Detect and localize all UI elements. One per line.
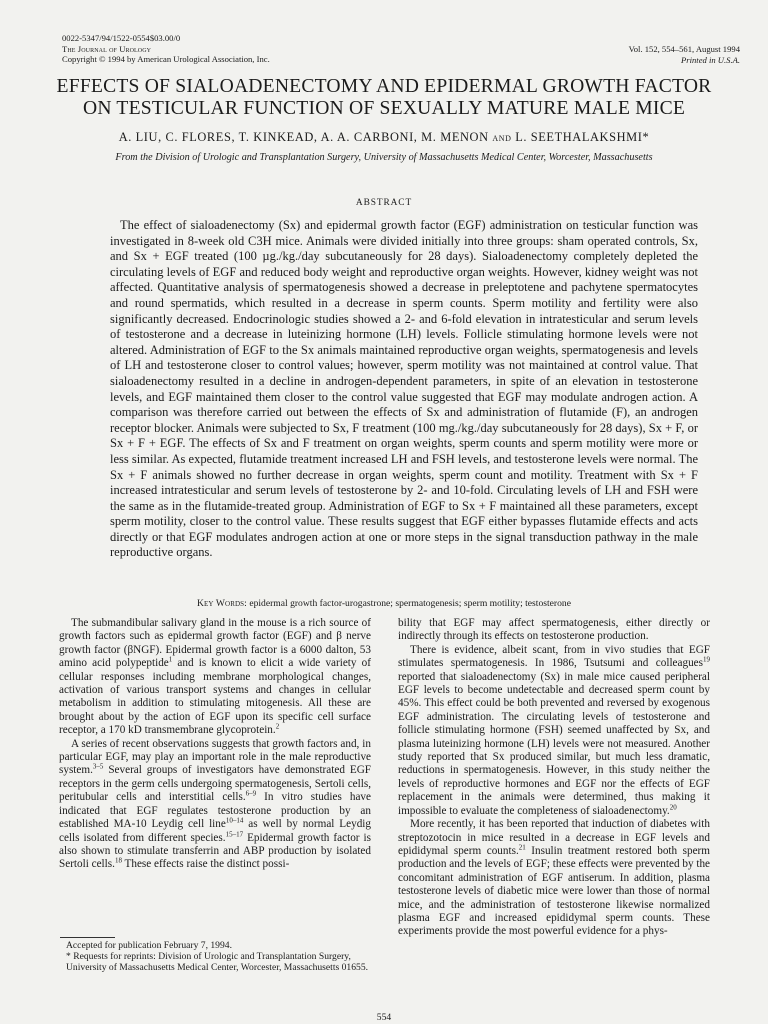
body-paragraph	[398, 617, 710, 644]
author-names: A. LIU, C. FLORES, T. KINKEAD, A. A. CARBONI, M. MENON	[118, 130, 489, 144]
keywords-line	[30, 598, 738, 609]
keywords-label: Key Words:	[197, 598, 247, 609]
title-line: EFFECTS OF SIALOADENECTOMY AND EPIDERMAL GROWTH FACTOR	[56, 76, 712, 97]
citation: 10–14	[225, 816, 244, 825]
citation: 18	[114, 856, 122, 865]
text-run: Epidermal growth factor is also shown to stimulate transferrin and ABP production by isolated Sertoli cells.	[59, 831, 371, 871]
text-run: Insulin treatment restored both sperm production and the levels of EGF; these effects were prevented by the concomitant administration of EGF antiserum. In addition, plasma testosterone levels of diabetic mice were lower than those of normal mice, and the administration of testosterone likewise normalized plasma EGF and increased epididymal sperm counts. These experiments provide the most powerful evidence for a phys-	[398, 844, 710, 938]
affiliation: From the Division of Urologic and Transplantation Surgery, University of Massachusetts Medical Center, Worcester, Massachusetts	[115, 152, 653, 163]
citation: 20	[669, 802, 677, 811]
text-run: as well by normal Leydig cells isolated from different species.	[59, 818, 371, 844]
body-paragraph	[398, 818, 710, 939]
citation: 1	[168, 655, 173, 664]
abstract-heading: ABSTRACT	[355, 198, 413, 208]
text-run: In vitro studies have indicated that EGF regulates testosterone production by an established MA-10 Leydig cell line	[59, 791, 371, 831]
text-run: The submandibular salivary gland in the mouse is a rich source of growth factors such as epidermal growth factor (EGF) and β nerve growth factor (βNGF). Epidermal growth factor is a 6000 dalton, 53 amino acid polypeptide	[59, 617, 371, 670]
citation: 6–9	[245, 789, 257, 798]
text-run: reported that sialoadenectomy (Sx) in male mice caused peripheral EGF levels to become undetectable and decreased sperm count by 45%. This effect could be both prevented and reversed by exogenous EGF administration. The circulating levels of testosterone and follicle stimulating hormone (FSH) seemed unaffected by Sx, and plasma luteinizing hormone (LH) levels were not measured. Another study reported that Sx produced similar, but much less dramatic, reductions in spermatogenesis. However, in this study neither the levels of reproductive hormones and EGF nor the effects of EGF replacement in the animals were determined, thus making it impossible to evaluate the completeness of sialoadenectomy.	[398, 670, 710, 817]
volume-line: Vol. 152, 554–561, August 1994	[628, 44, 740, 54]
citation: 15–17	[225, 829, 244, 838]
citation: 19	[703, 655, 710, 664]
author-and: and	[492, 130, 512, 144]
citation: 21	[518, 843, 526, 852]
keywords-text: epidermal growth factor-urogastrone; spermatogenesis; sperm motility; testosterone	[249, 598, 571, 609]
printed-line: Printed in U.S.A.	[681, 54, 740, 65]
author-list	[30, 130, 738, 145]
article-code: 0022-5347/94/1522-0554$03.00/0	[62, 33, 181, 43]
body-paragraph	[59, 617, 371, 738]
author-last: L. SEETHALAKSHMI*	[515, 130, 650, 144]
page-number: 554	[376, 1012, 392, 1023]
abstract-text: The effect of sialoadenectomy (Sx) and epidermal growth factor (EGF) administration on testicular function was investigated in 8-week old C3H mice. Animals were divided initially into three groups: sham operated controls, Sx, and Sx + EGF treated (100 µg./kg./day subcutaneously for 28 days). Sialoadenectomy completely depleted the circulating levels of EGF and reduced body weight and reproductive organ weights. However, kidney weight was not affected. Quantitative analysis of spermatogenesis showed a decrease in preleptotene and pachytene spermatocytes and round spermatids, which resulted in a decrease in sperm counts. Sperm motility and fertility were also significantly decreased. Endocrinologic studies showed a 2- and 6-fold elevation in intratesticular and serum levels of testosterone and a decrease in luteinizing hormone (LH) levels. Follicle stimulating hormone levels were not altered. Administration of EGF to the Sx animals maintained reproductive organ weights, spermatogenesis and levels of LH and testosterone closer to control values; however, sperm motility was not maintained at control value. That sialoadenectomy resulted in a decline in androgen-dependent parameters, in spite of an elevation in testosterone levels, and EGF maintained them closer to the control value suggested that EGF may modulate androgen action. A comparison was therefore carried out between the effects of Sx and administration of flutamide (F), an androgen receptor blocker. Animals were subjected to Sx, F treatment (100 mg./kg./day subcutaneously for 28 days), Sx + F, or Sx + F + EGF. The effects of Sx and F treatment on organ weights, sperm counts and sperm motility were more or less similar. As expected, flutamide treatment increased LH and FSH levels, and testosterone levels were normal. The Sx + F animals showed no further decrease in organ weights, sperm count and motility. Treatment with Sx + F increased intratesticular and serum levels of testosterone by 2- and 10-fold. Circulating levels of LH and FSH were the same as in the flutamide-treated group. Administration of EGF to Sx + F maintained all these parameters, except sperm motility, closer to the control value. These results suggest that EGF either bypasses flutamide effects and acts directly or that EGF modulates androgen action at one or more steps in the signal transduction pathway in the male reproductive organs.	[110, 218, 698, 560]
footnote	[59, 940, 371, 973]
text-run: Several groups of investigators have demonstrated EGF receptors in the germ cells undergoing spermatogenesis, Sertoli cells, peritubular cells and interstitial cells.	[59, 764, 371, 804]
body-column-left	[59, 617, 371, 937]
journal-header-right	[629, 44, 740, 65]
body-column-right	[398, 617, 710, 1002]
text-run: and is known to elicit a wide variety of cellular responses including membrane morphological changes, activation of various transport systems and changes in cellular metabolism in addition to stimulating mitogenesis. All these are brought about by the action of EGF upon its specific cell surface receptor, a 170 kD transmembrane glycoprotein.	[59, 657, 371, 737]
journal-name: The Journal of Urology	[62, 43, 152, 54]
reprints-note: * Requests for reprints: Division of Urologic and Transplantation Surgery, University of Massachusetts Medical Center, Worcester, Massachusetts 01655.	[66, 951, 369, 973]
body-paragraph	[398, 644, 710, 818]
citation: 2	[275, 722, 280, 731]
text-run: More recently, it has been reported that induction of diabetes with streptozotocin in mice resulted in a decrease in EGF levels and epididymal sperm counts.	[398, 818, 710, 857]
article-title	[30, 76, 738, 119]
citation: 3–5	[92, 762, 104, 771]
footnote-divider	[60, 937, 115, 938]
text-run: These effects raise the distinct possi-	[121, 858, 290, 871]
text-run: There is evidence, albeit scant, from in vivo studies that EGF stimulates spermatogenesis. In 1986, Tsutsumi and colleagues	[398, 643, 710, 670]
body-paragraph	[59, 738, 371, 872]
accepted-note: Accepted for publication February 7, 1994.	[66, 940, 232, 951]
text-run: bility that EGF may affect spermatogenesis, either directly or indirectly through its effects on testosterone production.	[398, 617, 710, 643]
copyright-line: Copyright © 1994 by American Urological Association, Inc.	[62, 54, 270, 65]
journal-header-left	[62, 33, 270, 65]
text-run: A series of recent observations suggests that growth factors and, in particular EGF, may play an important role in the male reproductive system.	[59, 737, 371, 777]
title-line: ON TESTICULAR FUNCTION OF SEXUALLY MATURE MALE MICE	[82, 97, 686, 119]
